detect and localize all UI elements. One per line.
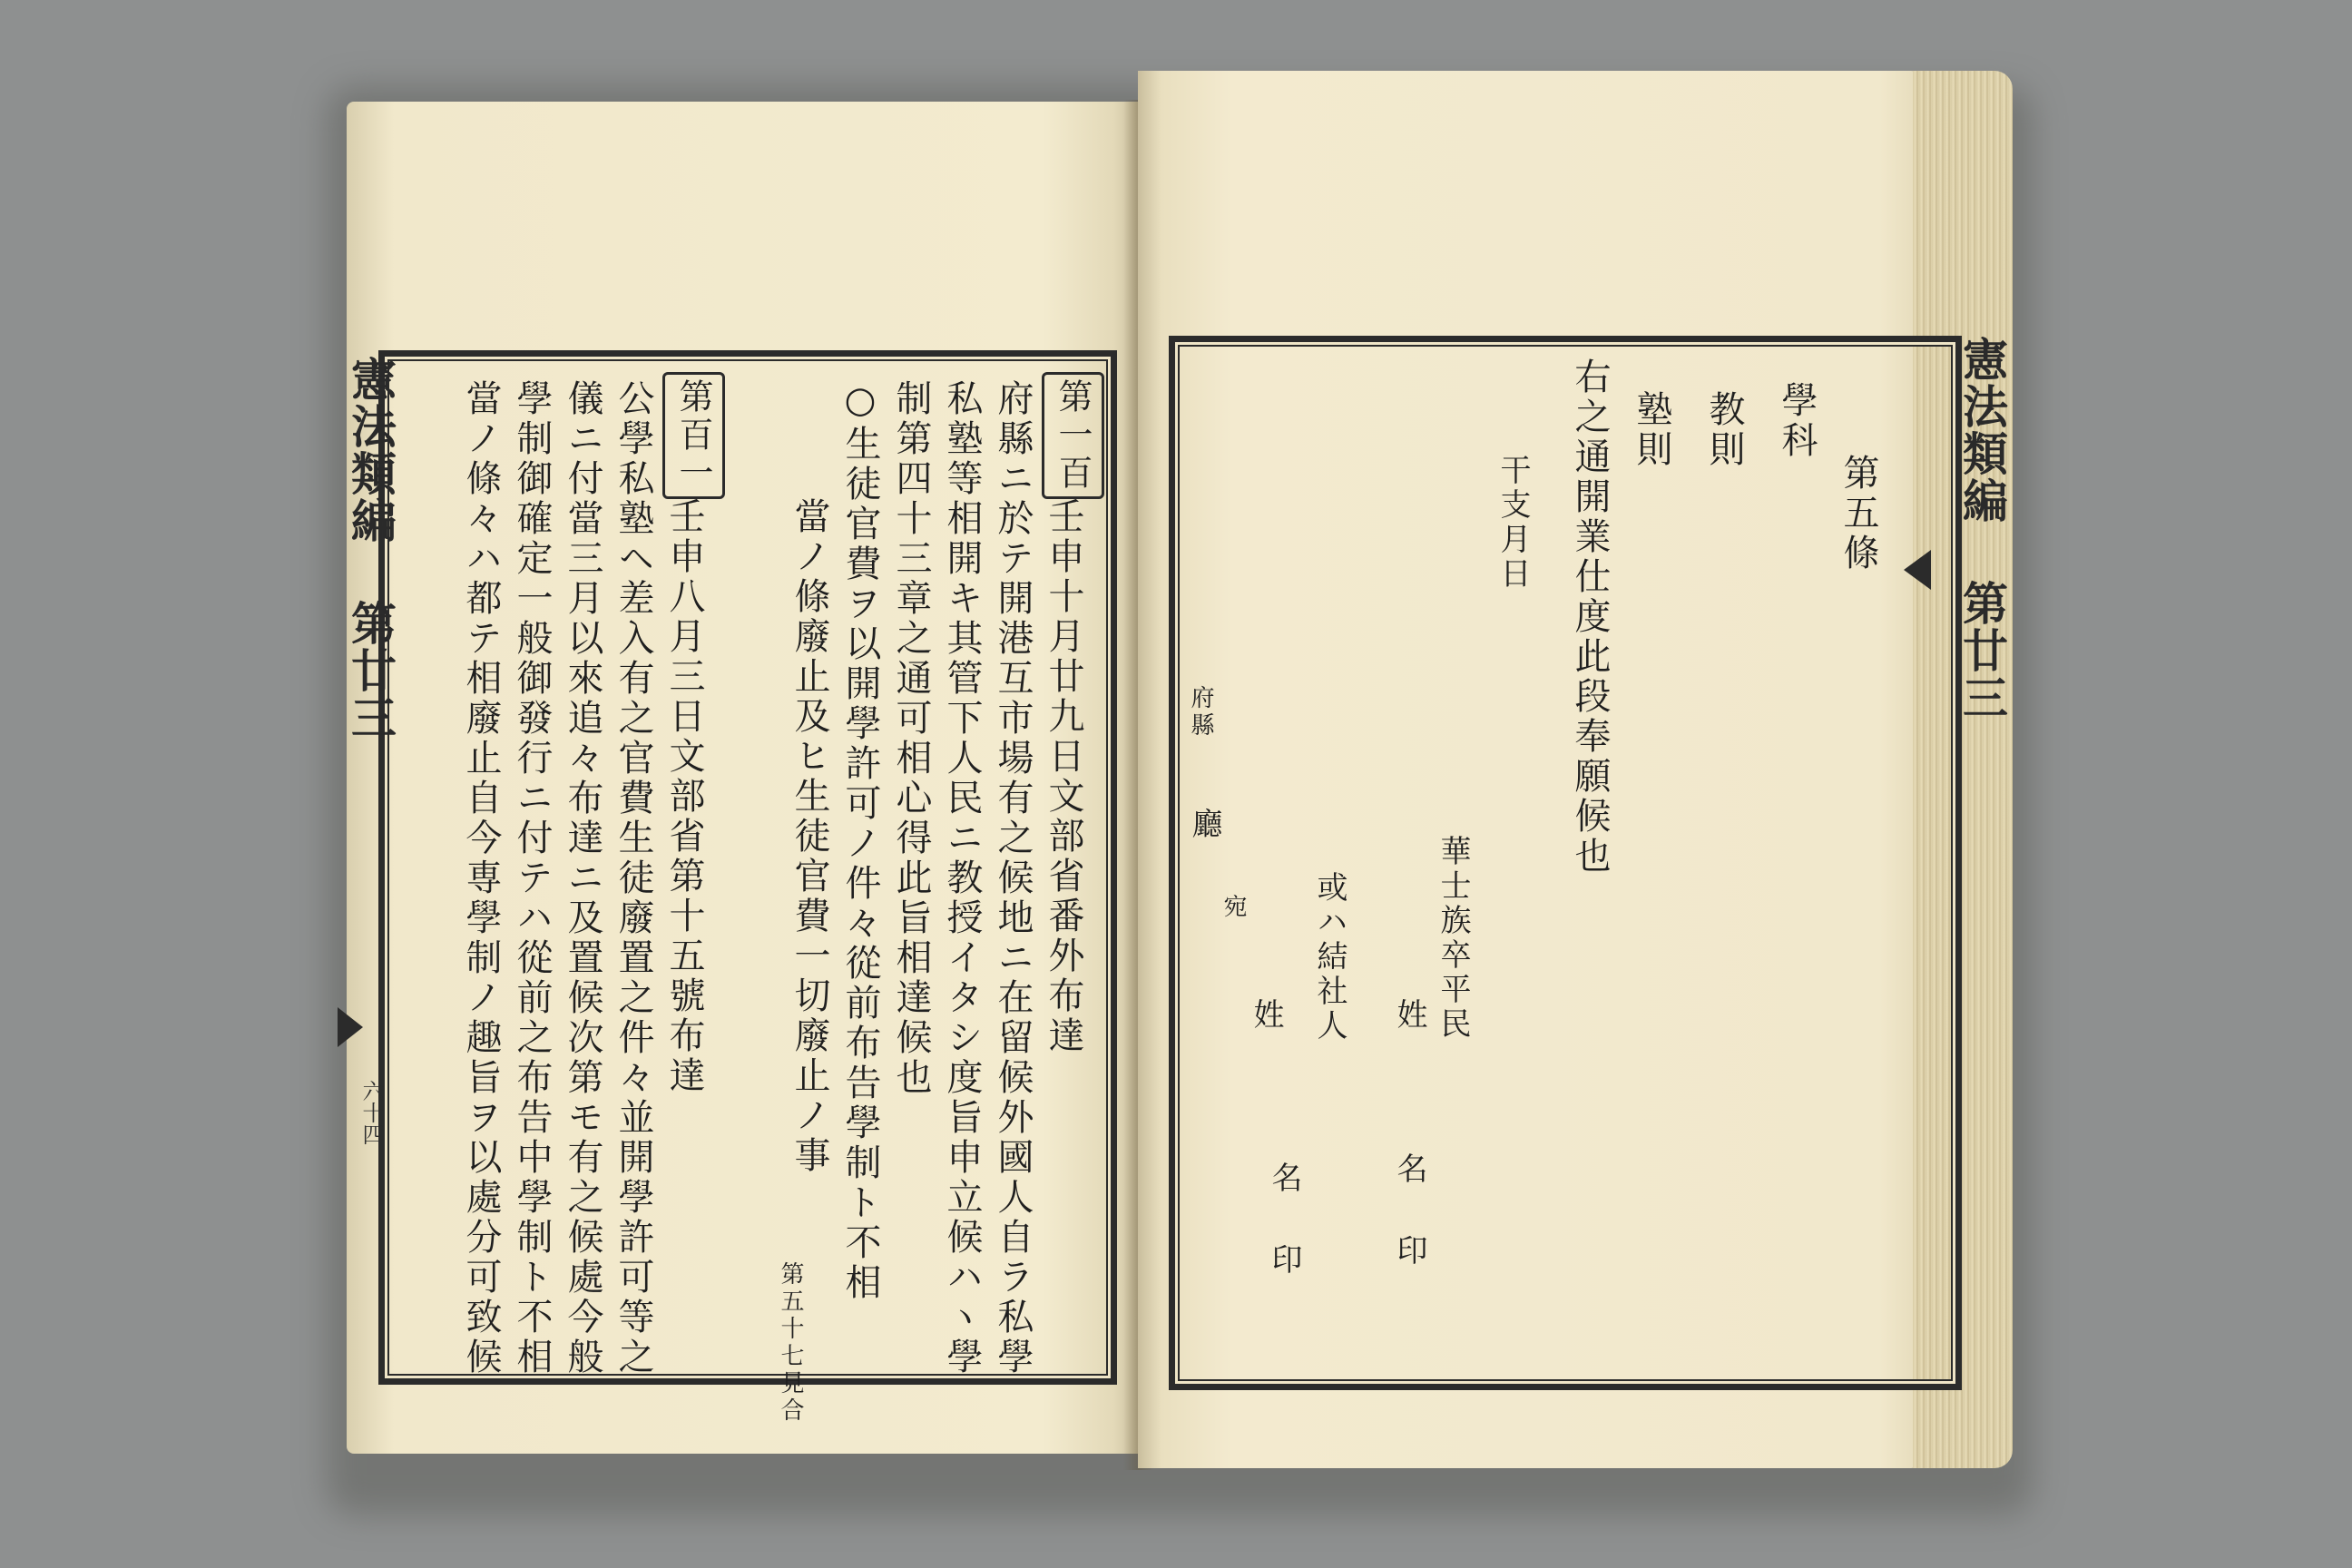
right-line-jukusoku: 塾則 [1631, 390, 1672, 470]
right-line-gakka: 學科 [1776, 381, 1818, 461]
right-margin-title: 憲法類編 第廿三 [1955, 336, 2009, 721]
right-line-surname-2: 姓 [1248, 998, 1284, 1033]
article-heading-101: 第百一 [662, 372, 725, 499]
right-line-society: 或ハ結社人 [1311, 871, 1348, 1044]
article-100-line-5: ○生徒官費ヲ以開學許可ノ件々從前布告學制ト不相 [839, 379, 881, 1303]
article-101-line-5: 學制御確定一般御發行ニ付テハ從前之布告中學制ト不相 [511, 379, 553, 1377]
left-margin-title: 憲法類編 第廿三 [344, 356, 397, 741]
article-101-note: 第五十七見合 [777, 1261, 804, 1425]
article-100-line-2: 府縣ニ於テ開港互市場有之候地ニ在留候外國人自ラ私學 [992, 379, 1034, 1377]
article-101-line-3: 公學私塾ヘ差入有之官費生徒廢置之件々並開學許可等之 [612, 379, 654, 1377]
article-100-line-1: 壬申十月廿九日文部省番外布達 [1043, 497, 1084, 1056]
fold-mark-left [338, 1007, 363, 1047]
article-100-line-4: 制第四十三章之通可相心得此旨相達候也 [890, 379, 932, 1098]
right-line-status: 華士族卒平民 [1435, 835, 1471, 1042]
article-heading-100: 第一百 [1042, 372, 1104, 499]
article-101-line-1: 當ノ條廢止及ヒ生徒官費一切廢止ノ事 [789, 497, 830, 1176]
right-line-surname-1: 姓 [1391, 998, 1427, 1033]
right-line-name-2: 名 [1266, 1161, 1302, 1196]
right-article-heading: 第五條 [1838, 454, 1879, 573]
article-101-line-2: 壬申八月三日文部省第十五號布達 [663, 497, 705, 1096]
right-line-date: 干支月日 [1494, 454, 1531, 592]
right-line-name-1: 名 [1391, 1152, 1427, 1187]
right-line-prefecture: 府縣 [1187, 685, 1214, 740]
right-line-addressee: 宛 [1220, 894, 1247, 921]
right-line-kyosoku: 教則 [1703, 390, 1745, 470]
left-page-number: 六十四 [358, 1080, 384, 1145]
right-line-petition: 右之通開業仕度此段奉願候也 [1569, 358, 1611, 877]
right-line-seal-2: 印 [1266, 1243, 1302, 1278]
article-101-line-6: 當ノ條々ハ都テ相廢止自今専學制ノ趣旨ヲ以處分可致候 [460, 379, 502, 1377]
right-line-seal-1: 印 [1391, 1234, 1427, 1269]
right-line-office: 廳 [1186, 808, 1222, 842]
article-101-line-4: 儀ニ付當三月以來追々布達ニ及置候次第モ有之候處今般 [562, 379, 603, 1377]
article-100-line-3: 私塾等相開キ其管下人民ニ教授イタシ度旨申立候ハヽ學 [941, 379, 983, 1377]
fold-mark-right [1904, 550, 1931, 590]
